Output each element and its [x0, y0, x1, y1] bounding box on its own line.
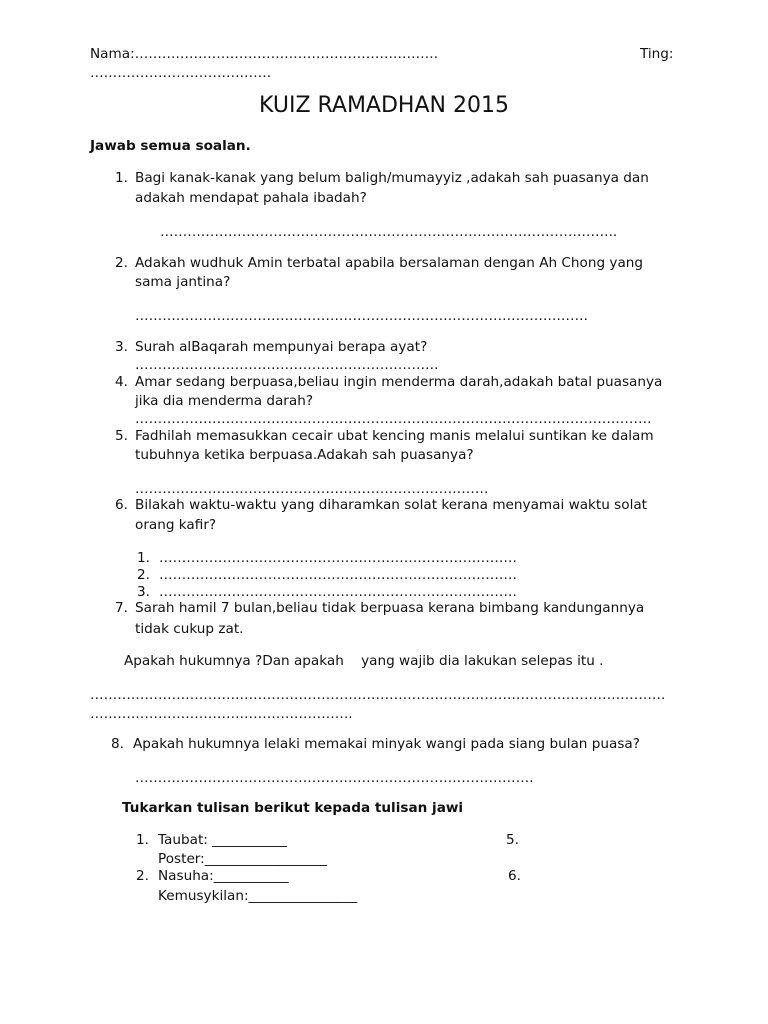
answer-line: …………………………………………………………………………….	[135, 770, 534, 786]
question-text: Bilakah waktu-waktu yang diharamkan solat kerana menyamai waktu solat	[135, 497, 648, 513]
question-text: Bagi kanak-kanak yang belum baligh/mumayyiz ,adakah sah puasanya dan	[135, 170, 649, 186]
question-text: Amar sedang berpuasa,beliau ingin menderma darah,adakah batal puasanya	[135, 374, 663, 390]
section-heading: Tukarkan tulisan berikut kepada tulisan jawi	[122, 800, 464, 816]
question-text: orang kafir?	[135, 517, 217, 533]
question-text: sama jantina?	[135, 274, 231, 290]
question-text: jika dia menderma darah?	[135, 393, 314, 409]
question-text: tidak cukup zat.	[135, 621, 244, 637]
question-text: Sarah hamil 7 bulan,beliau tidak berpuasa kerana bimbang kandungannya	[135, 600, 645, 616]
answer-line: ……………………………………………………………………………………………………………….	[90, 687, 666, 703]
jawi-item: Nasuha:___________	[158, 868, 289, 884]
jawi-item-number: 2.	[136, 868, 149, 884]
question-text: adakah mendapat pahala ibadah?	[135, 190, 367, 206]
answer-line: ……………………………………………………………………	[135, 481, 489, 497]
question-number: 1.	[115, 170, 128, 186]
jawi-item-number: 1.	[136, 832, 149, 848]
question-number: 8.	[111, 736, 124, 752]
answer-line: ……………………………………………………………………………………………………	[135, 411, 652, 427]
jawi-item: Taubat: ___________	[158, 832, 287, 848]
jawi-item-number-right: 6.	[508, 868, 521, 884]
jawi-item: Kemusykilan:________________	[158, 888, 358, 904]
answer-line: ………………………………………………………………………………………..	[160, 224, 618, 240]
question-number: 5.	[115, 428, 128, 444]
name-line: Nama:………………………………………………………….	[90, 46, 439, 62]
question-text: Adakah wudhuk Amin terbatal apabila bersalaman dengan Ah Chong yang	[135, 255, 644, 271]
question-number: 2.	[115, 255, 128, 271]
sub-answer-line: …………………………………………………………………….	[159, 584, 517, 600]
question-followup: Apakah hukumnya ?Dan apakah yang wajib dia lakukan selepas itu .	[124, 653, 604, 669]
page-title: KUIZ RAMADHAN 2015	[259, 93, 509, 118]
question-number: 3.	[115, 339, 128, 355]
jawi-item: Poster:__________________	[158, 851, 328, 867]
jawi-item-number-right: 5.	[506, 832, 519, 848]
level-line: ………………………………….	[90, 65, 272, 81]
sub-answer-line: …………………………………………………………………….	[159, 567, 517, 583]
sub-answer-number: 1.	[137, 550, 150, 566]
sub-answer-line: …………………………………………………………………….	[159, 550, 517, 566]
answer-line: ………………………………………………….	[90, 706, 353, 722]
sub-answer-number: 3.	[137, 584, 150, 600]
question-text: Surah alBaqarah mempunyai berapa ayat?	[135, 339, 428, 355]
question-number: 6.	[115, 497, 128, 513]
level-label: Ting:	[640, 46, 674, 62]
answer-line: ……………………………………………………………………………………….	[135, 308, 588, 324]
sub-answer-number: 2.	[137, 567, 150, 583]
question-text: Fadhilah memasukkan cecair ubat kencing manis melalui suntikan ke dalam	[135, 428, 654, 444]
answer-line: ………………………………………………………….	[135, 357, 439, 373]
question-number: 4.	[115, 374, 128, 390]
question-number: 7.	[115, 600, 128, 616]
instruction: Jawab semua soalan.	[90, 138, 251, 154]
question-text: tubuhnya ketika berpuasa.Adakah sah puasanya?	[135, 447, 474, 463]
question-text: Apakah hukumnya lelaki memakai minyak wangi pada siang bulan puasa?	[133, 736, 640, 752]
